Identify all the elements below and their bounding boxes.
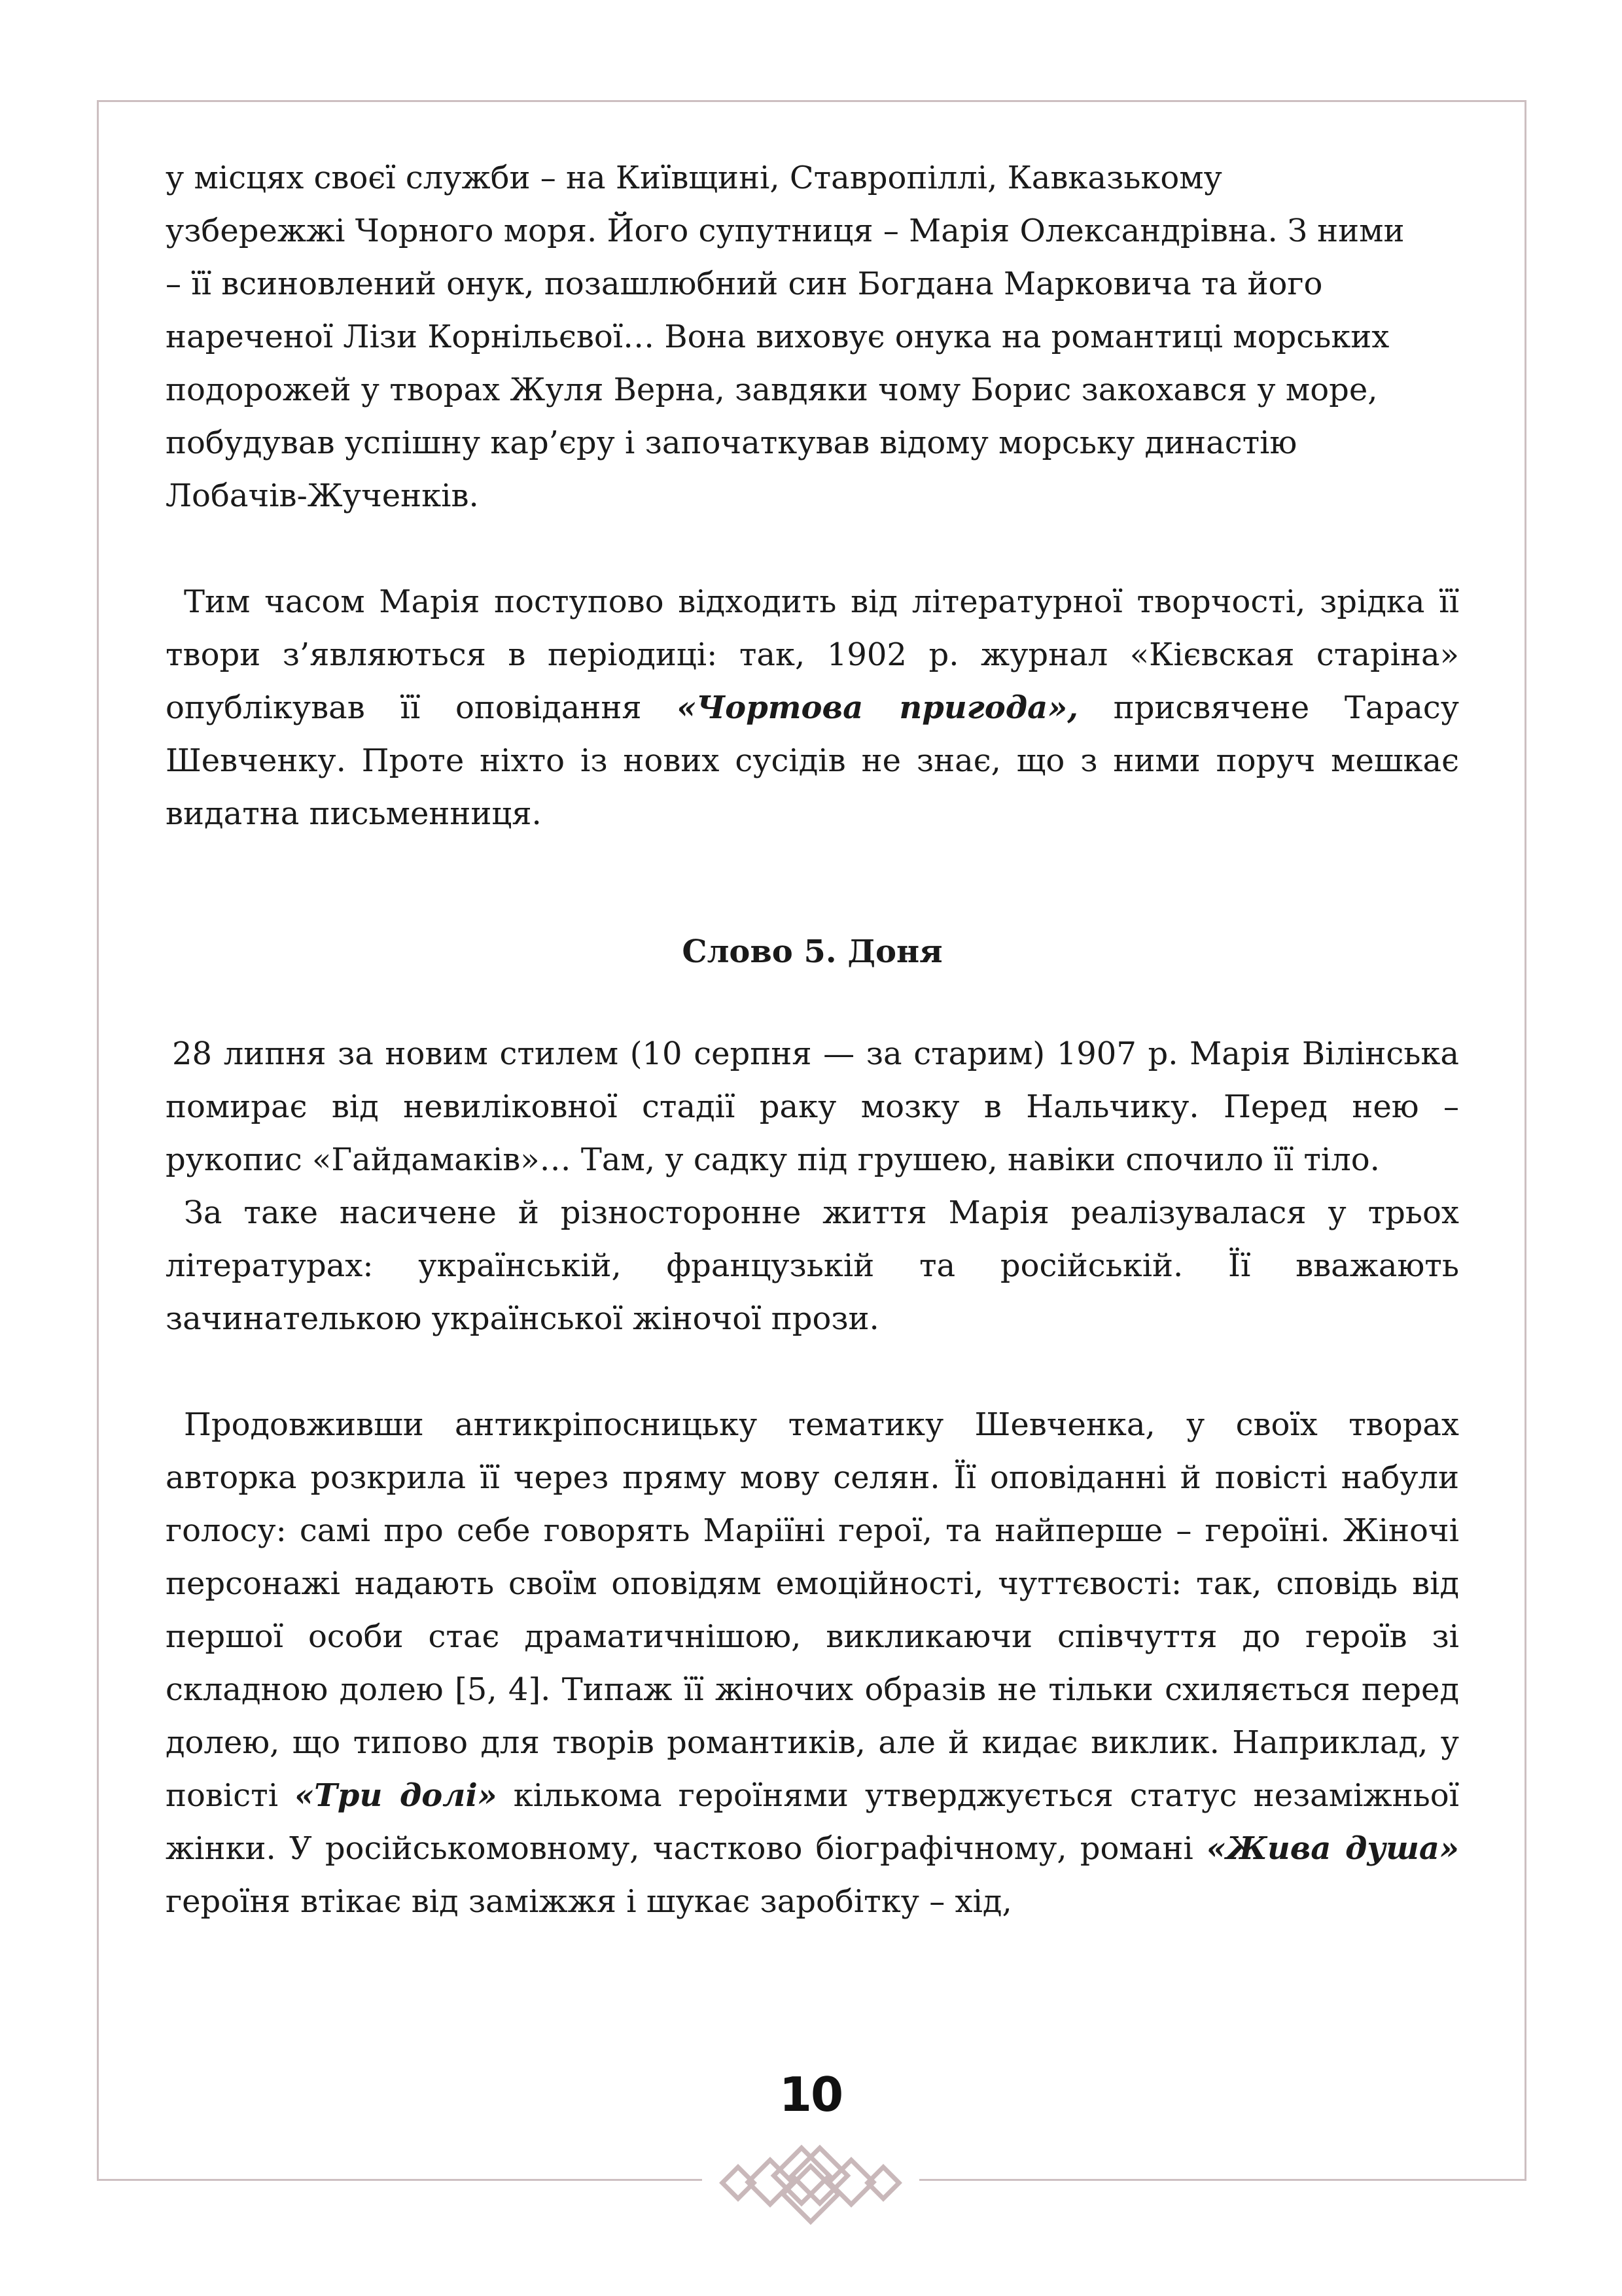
page-frame-right (1525, 100, 1526, 2180)
paragraph-continued (166, 152, 1459, 523)
page-frame-bottom-right (919, 2179, 1526, 2181)
text-line: нареченої Лізи Корнільєвої… Вона виховує онука на романтиці морських (166, 319, 1390, 355)
paragraph-text: героїня втікає від заміжжя і шукає заробітку – хід, (166, 1883, 1012, 1920)
text-line: – її всиновлений онук, позашлюбний син Богдана Марковича та його (166, 266, 1323, 302)
text-line: Лобачів-Жученків. (166, 478, 479, 514)
page-frame-left (97, 100, 99, 2180)
work-title: «Жива душа» (1206, 1830, 1459, 1867)
section-heading: Слово 5. Доня (682, 933, 943, 970)
text-line: подорожей у творах Жуля Верна, завдяки чому Борис закохався у море, (166, 372, 1378, 408)
paragraph-text: кількома героїнями утверджується статус незаміжньої жінки. У російськомовному, частково біографічному, романі (166, 1777, 1460, 1867)
work-title: «Чортова пригода», (677, 689, 1078, 726)
work-title: «Три долі» (294, 1777, 497, 1814)
paragraph: 28 липня за новим стилем (10 серпня — за старим) 1907 р. Марія Вілінська помирає від невиліковної стадії раку мозку в Нальчику. Перед нею – рукопис «Гайдамаків»… Там, у садку під грушею, навіки спочило її тіло. (166, 1035, 1459, 1178)
text-line: узбережжі Чорного моря. Його супутниця – Марія Олександрівна. З ними (166, 213, 1405, 249)
paragraph-text: Продовживши антикріпосницьку тематику Шевченка, у своїх творах авторка розкрила її через пряму мову селян. Її оповіданні й повісті набули голосу: самі про себе говорять Маріїні герої, та найперше – героїні. Жіночі персонажі надають своїм оповідям емоційності, чуттєвості: так, сповідь від першої особи стає драматичнішою, викликаючи співчуття до героїв зі складною долею [5, 4]. Типаж її жіночих образів не тільки схиляється перед долею, що типово для творів романтиків, але й кидає виклик. Наприклад, у повісті (166, 1406, 1459, 1814)
paragraph-text: присвячене Тарасу Шевченку. Проте ніхто із нових сусідів не знає, що з ними поруч мешкає видатна письменниця. (166, 689, 1459, 832)
page-content (166, 152, 1459, 1928)
paragraph (166, 576, 1459, 841)
paragraph-text: Тим часом Марія поступово відходить від літературної творчості, зрідка її твори з’являються в періодиці: так, 1902 р. журнал «Кієвская старіна» опублікував її оповідання (166, 583, 1459, 726)
paragraph: За таке насичене й різносторонне життя Марія реалізувалася у трьох літературах: українській, французькій та російській. Її вважають зачинателькою української жіночої прози. (166, 1194, 1459, 1337)
paragraph (166, 1399, 1459, 1928)
page-frame-bottom-left (97, 2179, 702, 2181)
page-number: 10 (779, 2067, 843, 2122)
text-line: побудував успішну кар’єру і започаткував відому морську династію (166, 425, 1297, 461)
page-frame-top (97, 100, 1526, 102)
text-line: у місцях своєї служби – на Київщині, Ставропіллі, Кавказькому (166, 160, 1222, 196)
ornament-icon (703, 2126, 918, 2231)
